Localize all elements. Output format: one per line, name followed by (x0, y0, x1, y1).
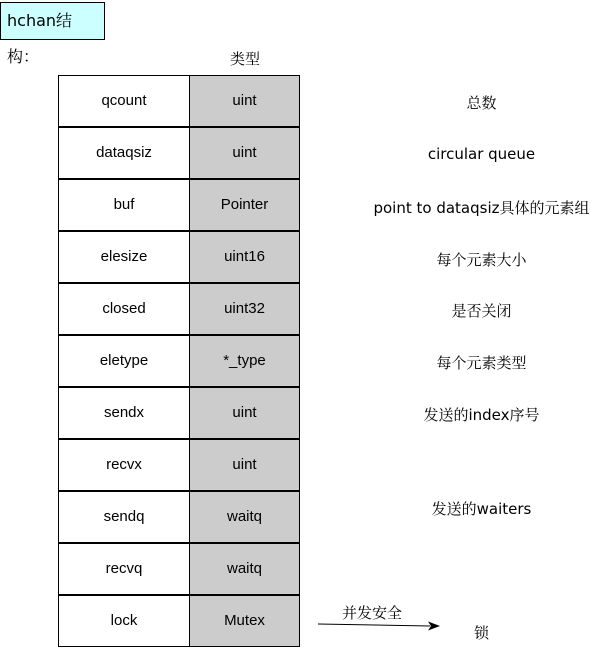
descriptions: 总数 circular queue point to dataqsiz具体的元素组 每个元素大小 是否关闭 每个元素类型 发送的index序号 发送的waiters 锁 (373, 94, 590, 642)
field-type: *_type (189, 335, 300, 387)
field-name: eletype (58, 335, 190, 387)
field-type: uint16 (189, 231, 300, 283)
arrow-line (318, 624, 430, 626)
field-name: elesize (58, 231, 190, 283)
field-type: uint (189, 387, 300, 439)
arrow-label: 并发安全 (342, 604, 403, 622)
field-type: uint (189, 75, 300, 127)
field-name: sendq (58, 491, 190, 543)
field-name: dataqsiz (58, 127, 190, 179)
field-type: waitq (189, 491, 300, 543)
field-type: Pointer (189, 179, 300, 231)
field-name: sendx (58, 387, 190, 439)
field-name: closed (58, 283, 190, 335)
field-type: waitq (189, 543, 300, 595)
field-name: lock (58, 595, 190, 647)
field-type: uint (189, 127, 300, 179)
field-type: uint32 (189, 283, 300, 335)
field-name: recvx (58, 439, 190, 491)
field-name: buf (58, 179, 190, 231)
type-column-header: 类型 (229, 50, 260, 68)
field-name: qcount (58, 75, 190, 127)
diagram-title: hchan结构： (0, 2, 105, 40)
field-type: uint (189, 439, 300, 491)
field-type: Mutex (189, 595, 300, 647)
field-name: recvq (58, 543, 190, 595)
